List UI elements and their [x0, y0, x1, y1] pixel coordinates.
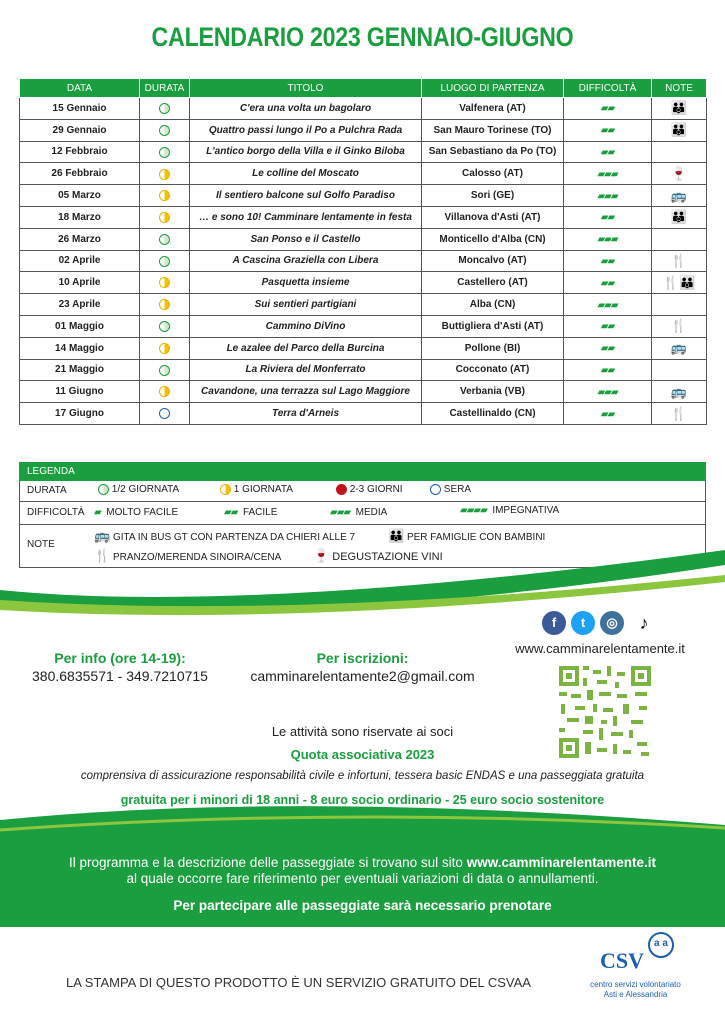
cell-data: 15 Gennaio [20, 98, 140, 120]
cell-titolo: Terra d'Arneis [190, 403, 422, 425]
fork-icon: 🍴 [94, 548, 111, 563]
full-day-icon [220, 484, 231, 495]
cell-data: 21 Maggio [20, 359, 140, 381]
cell-titolo: A Cascina Graziella con Libera [190, 250, 422, 272]
fork-icon: 🍴 [670, 318, 688, 334]
qr-code [557, 664, 653, 760]
bottom-line2: al quale occorre fare riferimento per eventuali variazioni di data o annullamenti. [126, 871, 599, 886]
bottom-line1-text: Il programma e la descrizione delle passeggiate si trovano sul sito [68, 855, 467, 870]
turtle-icon: ▰▰ [600, 125, 615, 137]
table-row [20, 315, 707, 337]
cell-difficolta [564, 403, 652, 425]
legend-diff-3 [330, 507, 387, 518]
header-data: DATA [20, 79, 140, 98]
cell-durata [140, 337, 190, 359]
cell-note [652, 119, 707, 141]
cell-difficolta [564, 337, 652, 359]
soci-text: Le attività sono riservate ai soci [271, 724, 454, 739]
csv-line1: centro servizi volontariato [590, 980, 681, 989]
wine-glass-icon: 🍷 [313, 548, 330, 563]
table-row [20, 381, 707, 403]
cell-note [652, 250, 707, 272]
cell-note [652, 315, 707, 337]
bottom-line3: Per partecipare alle passeggiate sarà necessario prenotare [173, 898, 552, 913]
cell-titolo: San Ponso e il Castello [190, 228, 422, 250]
legend-durata-multi-label: 2-3 GIORNI [349, 484, 403, 496]
legend-durata-sera-label: SERA [443, 484, 472, 496]
cell-durata [140, 403, 190, 425]
cell-luogo: Calosso (AT) [422, 163, 564, 185]
half-day-icon [159, 321, 170, 332]
full-day-icon [159, 277, 170, 288]
legend-note-vino-label: DEGUSTAZIONE VINI [332, 551, 443, 563]
cell-difficolta [564, 206, 652, 228]
iscrizioni-email[interactable]: camminarelentamente2@gmail.com [250, 668, 475, 684]
cell-titolo: Il sentiero balcone sul Golfo Paradiso [190, 185, 422, 207]
turtle-icon: ▰▰▰ [597, 299, 618, 311]
cell-luogo: Alba (CN) [422, 294, 564, 316]
legend-durata-label: DURATA [27, 485, 67, 496]
legend-durata-row [19, 481, 706, 502]
cell-data: 05 Marzo [20, 185, 140, 207]
legend-durata-multi [336, 484, 403, 495]
cell-note [652, 185, 707, 207]
cell-luogo: San Mauro Torinese (TO) [422, 119, 564, 141]
wine-glass-icon: 🍷 [670, 165, 688, 181]
fork-icon: 🍴 [670, 252, 688, 268]
header-titolo: TITOLO [190, 79, 422, 98]
turtle-icon: ▰▰ [600, 103, 615, 115]
prezzi-text: gratuita per i minori di 18 anni - 8 euro socio ordinario - 25 euro socio sostenitore [120, 793, 605, 807]
header-luogo: LUOGO DI PARTENZA [422, 79, 564, 98]
cell-data: 02 Aprile [20, 250, 140, 272]
turtle-icon: ▰▰▰ [330, 507, 351, 518]
legend-durata-sera [430, 484, 471, 495]
instagram-icon[interactable]: ◎ [600, 611, 624, 635]
cell-titolo: Cavandone, una terrazza sul Lago Maggiore [190, 381, 422, 403]
cell-titolo: Le azalee del Parco della Burcina [190, 337, 422, 359]
half-day-icon [159, 103, 170, 114]
csv-logo-aa: a a [648, 932, 674, 958]
legend-note-famiglie-label: PER FAMIGLIE CON BAMBINI [406, 532, 546, 543]
turtle-icon: ▰▰ [224, 507, 238, 518]
turtle-icon: ▰▰ [600, 321, 615, 333]
cell-luogo: Castellero (AT) [422, 272, 564, 294]
cell-luogo: Cocconato (AT) [422, 359, 564, 381]
footer-stampa: LA STAMPA DI QUESTO PRODOTTO È UN SERVIZIO GRATUITO DEL CSVAA [66, 975, 531, 990]
cell-durata [140, 228, 190, 250]
table-row [20, 294, 707, 316]
cell-durata [140, 381, 190, 403]
legend-diff-2-label: FACILE [242, 507, 278, 518]
legend-durata-full [220, 484, 293, 495]
cell-luogo: Sori (GE) [422, 185, 564, 207]
legend-note-bus-label: GITA IN BUS GT CON PARTENZA DA CHIERI ALLE 7 [112, 532, 356, 543]
turtle-icon: ▰ [94, 507, 101, 518]
legend-diff-4 [460, 505, 559, 516]
cell-durata [140, 119, 190, 141]
quota-text: Quota associativa 2023 [290, 747, 435, 762]
bottom-banner [0, 835, 725, 927]
cell-durata [140, 206, 190, 228]
table-row [20, 98, 707, 120]
cell-difficolta [564, 250, 652, 272]
turtle-icon: ▰▰▰ [597, 234, 618, 246]
turtle-icon: ▰▰▰ [597, 386, 618, 398]
fork-icon: 🍴 [662, 274, 679, 290]
cell-luogo: Verbania (VB) [422, 381, 564, 403]
cell-difficolta [564, 228, 652, 250]
cell-luogo: Monticello d'Alba (CN) [422, 228, 564, 250]
family-icon: 👪 [670, 100, 688, 116]
cell-data: 14 Maggio [20, 337, 140, 359]
cell-data: 01 Maggio [20, 315, 140, 337]
cell-luogo: Pollone (BI) [422, 337, 564, 359]
full-day-icon [159, 343, 170, 354]
calendar-body [20, 98, 707, 425]
cell-data: 26 Marzo [20, 228, 140, 250]
half-day-icon [159, 234, 170, 245]
full-day-icon [159, 299, 170, 310]
cell-titolo: La Riviera del Monferrato [190, 359, 422, 381]
cell-titolo: Quattro passi lungo il Po a Pulchra Rada [190, 119, 422, 141]
evening-icon [159, 408, 170, 419]
table-row [20, 206, 707, 228]
cell-difficolta [564, 185, 652, 207]
legend-diff-1 [94, 507, 178, 518]
cell-titolo: Le colline del Moscato [190, 163, 422, 185]
table-row [20, 359, 707, 381]
bottom-website[interactable]: www.camminarelentamente.it [466, 855, 656, 870]
cell-data: 12 Febbraio [20, 141, 140, 163]
bus-icon: 🚌 [670, 187, 688, 203]
cell-difficolta [564, 98, 652, 120]
table-row [20, 228, 707, 250]
cell-difficolta [564, 272, 652, 294]
cell-durata [140, 272, 190, 294]
cell-note [652, 228, 707, 250]
legend-note-label: NOTE [27, 539, 55, 550]
csv-logo: CSV [600, 948, 645, 973]
table-row [20, 403, 707, 425]
green-wave-top [0, 520, 725, 620]
cell-note [652, 141, 707, 163]
table-header-row [20, 79, 707, 98]
table-row [20, 272, 707, 294]
cell-durata [140, 294, 190, 316]
cell-durata [140, 185, 190, 207]
legend-header: LEGENDA [19, 462, 706, 481]
bus-icon: 🚌 [94, 528, 111, 543]
legend-diff-4-label: IMPEGNATIVA [492, 505, 560, 516]
header-durata: DURATA [140, 79, 190, 98]
cell-note [652, 381, 707, 403]
half-day-icon [98, 484, 109, 495]
table-row [20, 337, 707, 359]
family-icon: 👪 [670, 209, 688, 225]
comprensiva-text: comprensiva di assicurazione responsabilità civile e infortuni, tessera basic ENDAS e una passeggiata gratuita [80, 770, 645, 782]
cell-data: 29 Gennaio [20, 119, 140, 141]
turtle-icon: ▰▰ [600, 146, 615, 158]
cell-note [652, 294, 707, 316]
full-day-icon [159, 386, 170, 397]
page-title: CALENDARIO 2023 GENNAIO-GIUGNO [151, 22, 574, 52]
turtle-icon: ▰▰ [600, 343, 615, 355]
cell-titolo: L'antico borgo della Villa e il Ginko Biloba [190, 141, 422, 163]
cell-durata [140, 250, 190, 272]
cell-difficolta [564, 381, 652, 403]
turtle-icon: ▰▰▰ [597, 190, 618, 202]
half-day-icon [159, 125, 170, 136]
cell-durata [140, 141, 190, 163]
family-icon: 👪 [388, 528, 405, 543]
family-icon: 👪 [670, 122, 688, 138]
legend-durata-full-label: 1 GIORNATA [233, 484, 293, 496]
cell-note [652, 272, 707, 294]
cell-luogo: Buttigliera d'Asti (AT) [422, 315, 564, 337]
bus-icon: 🚌 [670, 340, 688, 356]
legend-diff-3-label: MEDIA [355, 507, 388, 518]
header-difficolta: DIFFICOLTÀ [564, 79, 652, 98]
cell-data: 10 Aprile [20, 272, 140, 294]
cell-note [652, 403, 707, 425]
legend-durata-half [98, 484, 179, 495]
cell-difficolta [564, 294, 652, 316]
full-day-icon [159, 212, 170, 223]
cell-durata [140, 359, 190, 381]
legend-note-pranzo-label: PRANZO/MERENDA SINOIRA/CENA [112, 552, 282, 563]
fork-icon: 🍴 [670, 405, 688, 421]
cell-durata [140, 315, 190, 337]
cell-luogo: San Sebastiano da Po (TO) [422, 141, 564, 163]
cell-titolo: Sui sentieri partigiani [190, 294, 422, 316]
legend-diff-1-label: MOLTO FACILE [106, 507, 179, 518]
full-day-icon [159, 169, 170, 180]
cell-titolo: … e sono 10! Camminare lentamente in festa [190, 206, 422, 228]
family-icon: 👪 [679, 274, 696, 290]
cell-durata [140, 98, 190, 120]
half-day-icon [159, 147, 170, 158]
bus-icon: 🚌 [670, 383, 688, 399]
twitter-icon[interactable]: t [571, 611, 595, 635]
info-title: Per info (ore 14-19): [54, 650, 186, 666]
table-row [20, 163, 707, 185]
cell-luogo: Villanova d'Asti (AT) [422, 206, 564, 228]
cell-data: 11 Giugno [20, 381, 140, 403]
multi-day-icon [336, 484, 347, 495]
cell-data: 23 Aprile [20, 294, 140, 316]
cell-data: 17 Giugno [20, 403, 140, 425]
turtle-icon: ▰▰ [600, 255, 615, 267]
cell-note [652, 359, 707, 381]
iscrizioni-title: Per iscrizioni: [316, 650, 409, 666]
website-link[interactable]: www.camminarelentamente.it [515, 641, 685, 656]
cell-difficolta [564, 359, 652, 381]
turtle-icon: ▰▰▰ [597, 168, 618, 180]
cell-note [652, 206, 707, 228]
table-row [20, 250, 707, 272]
half-day-icon [159, 256, 170, 267]
table-row [20, 185, 707, 207]
turtle-icon: ▰▰ [600, 364, 615, 376]
tiktok-icon[interactable]: ♪ [632, 611, 656, 635]
evening-icon [430, 484, 441, 495]
cell-difficolta [564, 119, 652, 141]
header-note: NOTE [652, 79, 707, 98]
facebook-icon[interactable]: f [542, 611, 566, 635]
table-row [20, 119, 707, 141]
cell-titolo: C'era una volta un bagolaro [190, 98, 422, 120]
cell-difficolta [564, 315, 652, 337]
calendar-table [19, 78, 707, 425]
turtle-icon: ▰▰ [600, 408, 615, 420]
cell-titolo: Cammino DiVino [190, 315, 422, 337]
cell-titolo: Pasquetta insieme [190, 272, 422, 294]
legend-diff-2 [224, 507, 277, 518]
csv-line2: Asti e Alessandria [603, 990, 668, 999]
cell-note [652, 337, 707, 359]
bottom-line1 [0, 855, 725, 870]
cell-note [652, 98, 707, 120]
cell-note [652, 163, 707, 185]
cell-luogo: Valfenera (AT) [422, 98, 564, 120]
cell-difficolta [564, 141, 652, 163]
turtle-icon: ▰▰ [600, 277, 615, 289]
turtle-icon: ▰▰▰▰ [460, 505, 487, 516]
cell-data: 18 Marzo [20, 206, 140, 228]
table-row [20, 141, 707, 163]
cell-data: 26 Febbraio [20, 163, 140, 185]
info-phone: 380.6835571 - 349.7210715 [32, 668, 208, 684]
cell-luogo: Moncalvo (AT) [422, 250, 564, 272]
full-day-icon [159, 190, 170, 201]
cell-durata [140, 163, 190, 185]
legend-difficolta-label: DIFFICOLTÀ [27, 507, 85, 518]
legend-durata-half-label: 1/2 GIORNATA [111, 484, 180, 496]
half-day-icon [159, 365, 170, 376]
turtle-icon: ▰▰ [600, 212, 615, 224]
cell-difficolta [564, 163, 652, 185]
cell-luogo: Castellinaldo (CN) [422, 403, 564, 425]
